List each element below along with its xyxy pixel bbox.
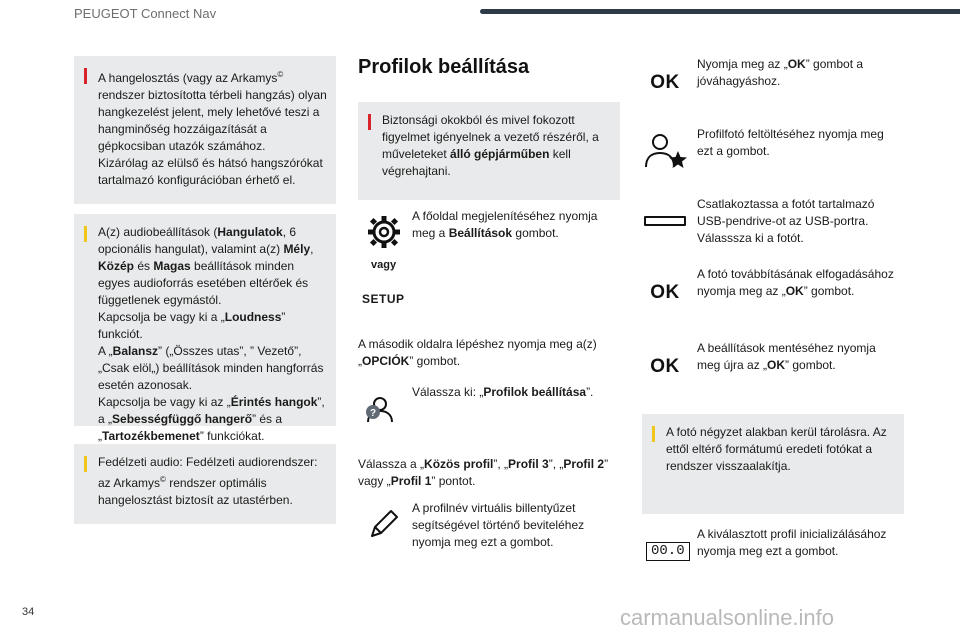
- step-select-profile-settings: Válassza ki: „Profilok beállítása”.: [412, 385, 594, 399]
- step-choose-profile: Válassza a „Közös profil”, „Profil 3”, „Profil 2” vagy „Profil 1” pontot.: [358, 457, 609, 488]
- profile-settings-icon: [360, 392, 400, 426]
- warning-icon: [84, 68, 87, 84]
- watermark: carmanualsonline.info: [620, 605, 835, 630]
- step-connect-usb: Csatlakoztassa a fotót tartalmazó USB-pendrive-ot az USB-portra. Válasssza ki a fotót.: [697, 197, 875, 245]
- step-confirm-ok: Nyomja meg az „OK” gombot a jóváhagyáshoz.: [697, 57, 864, 88]
- note-text: A hangelosztás (vagy az Arkamys© rendszer biztosította térbeli hangzás) olyan hangkezelést jelent, mely lehetővé teszi a hangminőség hozzáigazítását a gépkocsiban utazók számához. Kizárólag az elülső és hátsó hangszórókat tartalmazó konfigurációban érhető el.: [98, 70, 327, 187]
- ok-button-icon: OK: [650, 282, 680, 303]
- step-open-settings: A főoldal megjelenítéséhez nyomja meg a Beállítások gombot.: [412, 209, 598, 240]
- step-upload-photo: Profilfotó feltöltéséhez nyomja meg ezt a gombot.: [697, 127, 884, 158]
- step-accept-photo: A fotó továbbításának elfogadásához nyomja meg az „OK” gombot.: [697, 267, 894, 298]
- info-note-audio-settings: [74, 214, 336, 443]
- or-label: vagy: [371, 259, 397, 271]
- svg-text:?: ?: [369, 408, 377, 419]
- info-note-onboard-audio: [74, 444, 336, 524]
- header-bar: [480, 9, 960, 14]
- info-icon: [652, 426, 655, 442]
- page-header-title: PEUGEOT Connect Nav: [74, 6, 217, 21]
- note-text: A(z) audiobeállítások (Hangulatok, 6 opcionális hangulat), valamint a(z) Mély, Közép és Magas beállítások minden egyes audioforrás esetében eltérőek és függetlenek egymástól. Kapcsolja be vagy ki a „Loudness” funkciót. A „Balansz” („Összes utas”, ” Vezető”, „Csak elöl„) beállítások minden hangforrás esetén azonosak. Kapcsolja be vagy ki az „Érintés hangok”, a „Sebességfüggő hangerő” és a „Tartozékbemenet” funkciókat.: [98, 225, 325, 443]
- page-number: 34: [22, 606, 35, 618]
- info-icon: [84, 226, 87, 242]
- note-text: Biztonsági okokból és mivel fokozott figyelmet igényelnek a vezető részéről, a műveleteket álló gépjárműben kell végrehajtani.: [382, 113, 599, 178]
- info-icon: [84, 456, 87, 472]
- step-save-settings: A beállítások mentéséhez nyomja meg újra az „OK” gombot.: [697, 341, 876, 372]
- ok-button-icon: OK: [650, 72, 680, 93]
- profile-photo-star-icon: [642, 130, 688, 170]
- step-options: A második oldalra lépéshez nyomja meg a(z) „OPCIÓK” gombot.: [358, 337, 597, 368]
- safety-warning-note: [358, 102, 620, 200]
- setup-button-label: SETUP: [362, 292, 405, 306]
- usb-port-icon: [644, 216, 686, 226]
- section-heading: Profilok beállítása: [358, 56, 530, 78]
- settings-gear-icon: [364, 212, 404, 252]
- note-text: Fedélzeti audio: Fedélzeti audiorendszer: az Arkamys© rendszer optimális hangelosztást biztosít az utastérben.: [98, 455, 318, 507]
- ok-button-icon: OK: [650, 356, 680, 377]
- pencil-icon: [366, 506, 402, 542]
- step-reset-profile: A kiválasztott profil inicializálásához nyomja meg ezt a gombot.: [697, 527, 887, 558]
- step-enter-profile-name: A profilnév virtuális billentyűzet segítségével történő beviteléhez nyomja meg ezt a gombot.: [412, 501, 585, 549]
- warning-icon: [368, 114, 371, 130]
- warning-note-sound-distribution: [74, 56, 336, 204]
- note-text: A fotó négyzet alakban kerül tárolásra. Az ettől eltérő formátumú eredeti fotókat a rendszer visszaalakítja.: [666, 425, 887, 473]
- reset-counter-icon: 00.0: [646, 542, 690, 561]
- info-note-photo-format: [642, 414, 904, 514]
